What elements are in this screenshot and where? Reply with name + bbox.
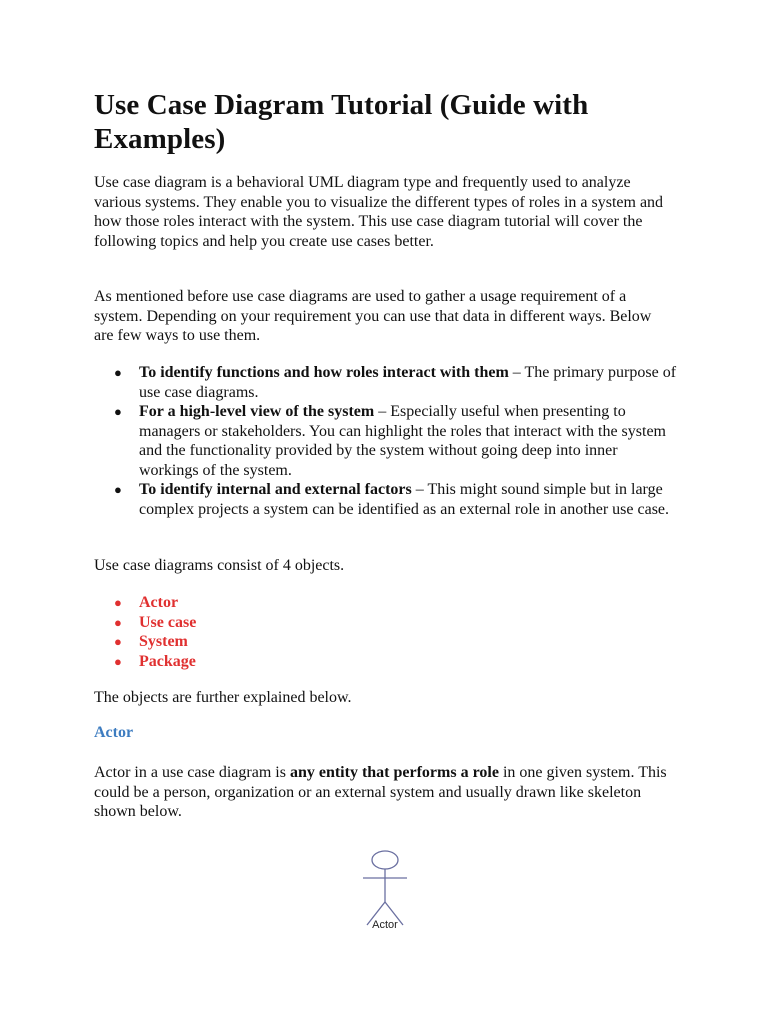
actor-paragraph [94,763,674,822]
actor-text-after: in one given system. This could be a person, organization or an external system and usually drawn like skeleton shown below. [94,764,667,820]
usage-paragraph: As mentioned before use case diagrams are used to gather a usage requirement of a system. Depending on your requirement you can use that data in different ways. Below are few ways to use them. [94,288,652,344]
actor-text-before: Actor in a use case diagram is [94,764,290,781]
list-item [94,402,679,480]
bullet-icon: ● [114,482,122,497]
object-label: Use case [139,613,197,631]
list-item [94,363,679,402]
list-item-actor [94,593,679,613]
intro-paragraph: Use case diagram is a behavioral UML diagram type and frequently used to analyze various systems. They enable you to visualize the different types of roles in a system and how those roles interact with the system. This use case diagram tutorial will cover the following topics and help you create use cases better. [94,174,664,250]
list-item-package [94,652,679,672]
list-item-bold: To identify functions and how roles interact with them [139,364,509,381]
list-item-text: – This might sound simple but in large complex projects a system can be identified as an external role in another use case. [139,481,670,518]
actor-text-bold: any entity that performs a role [289,764,499,781]
bullet-icon: ● [114,614,122,630]
list-item-bold: To identify internal and external factors [139,481,412,498]
list-item [94,480,679,519]
bullet-icon: ● [114,653,122,669]
list-item-bold: For a high-level view of the system [139,403,375,420]
list-item-text: – The primary purpose of use case diagrams. [139,364,677,401]
objects-intro: Use case diagrams consist of 4 objects. [94,557,345,574]
actor-caption: Actor [372,919,398,931]
object-label: System [139,633,188,650]
actor-head [372,851,398,869]
list-item-system [94,632,679,652]
bullet-icon: ● [114,404,122,419]
section-heading-actor: Actor [94,724,134,741]
objects-outro: The objects are further explained below. [94,689,352,706]
bullet-icon: ● [114,365,122,380]
list-item-text: – Especially useful when presenting to managers or stakeholders. You can highlight the roles that interact with the system and the functionality provided by the system without going deep into inner workings of the system. [139,403,666,479]
object-label: Package [139,652,196,670]
bullet-icon: ● [114,595,122,610]
objects-list [94,593,679,671]
uses-list [94,363,679,519]
page-title: Use Case Diagram Tutorial (Guide with Examples) [94,89,589,155]
object-label: Actor [139,594,179,611]
bullet-icon: ● [114,634,122,649]
list-item-use-case [94,613,679,633]
